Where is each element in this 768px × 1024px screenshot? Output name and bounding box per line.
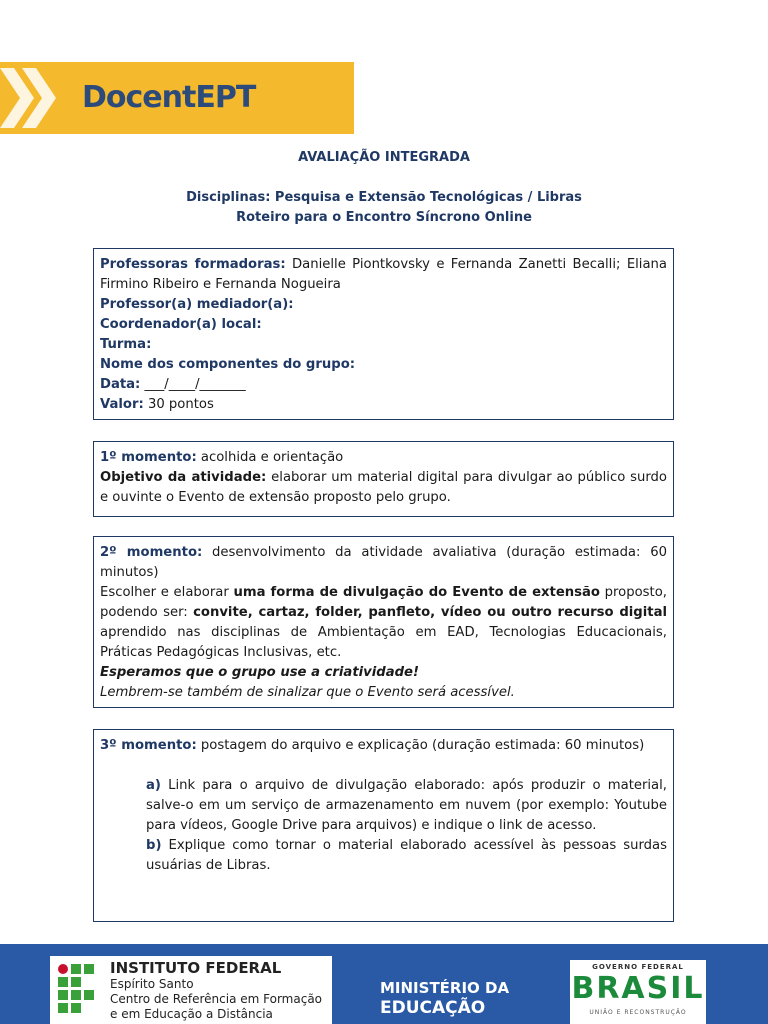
mec-line1: MINISTÉRIO DA: [380, 979, 510, 997]
moment3-box: [93, 729, 674, 922]
moment3-text: postagem do arquivo e explicação (duração estimada: 60 minutos): [196, 738, 645, 753]
chevron-logo-icon: [0, 62, 80, 134]
data-value: ___/____/_______: [140, 377, 246, 392]
moment2-text-d: convite, cartaz, folder, panfleto, vídeo ou outro recurso digital: [193, 605, 667, 620]
if-logo-card: [50, 956, 332, 1024]
moment3-label: 3º momento:: [100, 738, 197, 753]
docentept-banner: [0, 62, 354, 134]
professoras-line: [100, 255, 667, 295]
moment2-text: desenvolvimento da atividade avaliativa (duração estimada: 60 minutos): [100, 545, 667, 580]
moment2-box: [93, 536, 674, 708]
moment3-item-b: [100, 836, 667, 876]
brand-name: DocentEPT: [82, 80, 256, 115]
objetivo-text: elaborar um material digital para divulgar ao público surdo e ouvinte o Evento de extensão proposto pelo grupo.: [100, 470, 667, 505]
moment2-reminder: Lembrem-se também de sinalizar que o Evento será acessível.: [100, 685, 515, 700]
coordenador-label: Coordenador(a) local:: [100, 317, 262, 332]
moment3-item-a: [100, 776, 667, 836]
mec-logo: [380, 978, 509, 1018]
moment2-text-b: uma forma de divulgação do Evento de extensão: [233, 585, 600, 600]
item-b-label: b): [146, 838, 162, 853]
professoras-value: Danielle Piontkovsky e Fernanda Zanetti Becalli; Eliana Firmino Ribeiro e Fernanda Nogueira: [100, 257, 667, 292]
document-title: AVALIAÇÃO INTEGRADA: [298, 150, 470, 165]
gov-top-text: GOVERNO FEDERAL: [592, 963, 684, 971]
moment1-text: acolhida e orientação: [196, 450, 344, 465]
if-line1: Espírito Santo: [110, 977, 194, 991]
mediador-label: Professor(a) mediador(a):: [100, 297, 294, 312]
info-box: [93, 248, 674, 420]
moment2-text-a: Escolher e elaborar: [100, 585, 234, 600]
if-title: INSTITUTO FEDERAL: [110, 959, 282, 977]
gov-main: [570, 972, 706, 1006]
moment2-text-e: aprendido nas disciplinas de Ambientação em EAD, Tecnologias Educacionais, Práticas Pedagógicas Inclusivas, etc.: [100, 625, 667, 660]
mec-line2: EDUCAÇÃO: [380, 998, 486, 1018]
if-line2: Centro de Referência em Formação: [110, 992, 323, 1006]
if-line3: e em Educação a Distância: [110, 1007, 273, 1021]
moment1-box: [93, 441, 674, 517]
footer: [0, 944, 768, 1024]
item-a-label: a): [146, 778, 161, 793]
disciplines-title: Disciplinas: Pesquisa e Extensão Tecnológicas / Libras: [186, 190, 582, 205]
moment2-emphasis: Esperamos que o grupo use a criatividade!: [100, 665, 420, 680]
item-b-text: Explique como tornar o material elaborado acessível às pessoas surdas usuárias de Libras.: [146, 838, 667, 873]
gov-bottom-text: UNIÃO E RECONSTRUÇÃO: [589, 1009, 687, 1016]
valor-label: Valor:: [100, 397, 144, 412]
item-a-text: Link para o arquivo de divulgação elaborado: após produzir o material, salve-o em um serviço de armazenamento em nuvem (por exemplo: Youtube para vídeos, Google Drive para arquivos) e indique o link de acesso.: [146, 778, 667, 833]
valor-value: 30 pontos: [143, 397, 214, 412]
professoras-label: Professoras formadoras:: [100, 257, 286, 272]
componentes-label: Nome dos componentes do grupo:: [100, 357, 356, 372]
moment2-text-c: proposto, podendo ser:: [100, 585, 667, 620]
moment2-label: 2º momento:: [100, 545, 203, 560]
governo-federal-logo: [570, 960, 706, 1024]
gov-main-text: BRASIL: [571, 971, 705, 1006]
moment2-paragraph: [100, 583, 667, 663]
turma-label: Turma:: [100, 337, 152, 352]
roteiro-title: Roteiro para o Encontro Síncrono Online: [236, 210, 532, 225]
moment1-label: 1º momento:: [100, 450, 197, 465]
if-subtitle: [110, 977, 322, 1022]
data-label: Data:: [100, 377, 141, 392]
objetivo-label: Objetivo da atividade:: [100, 470, 267, 485]
